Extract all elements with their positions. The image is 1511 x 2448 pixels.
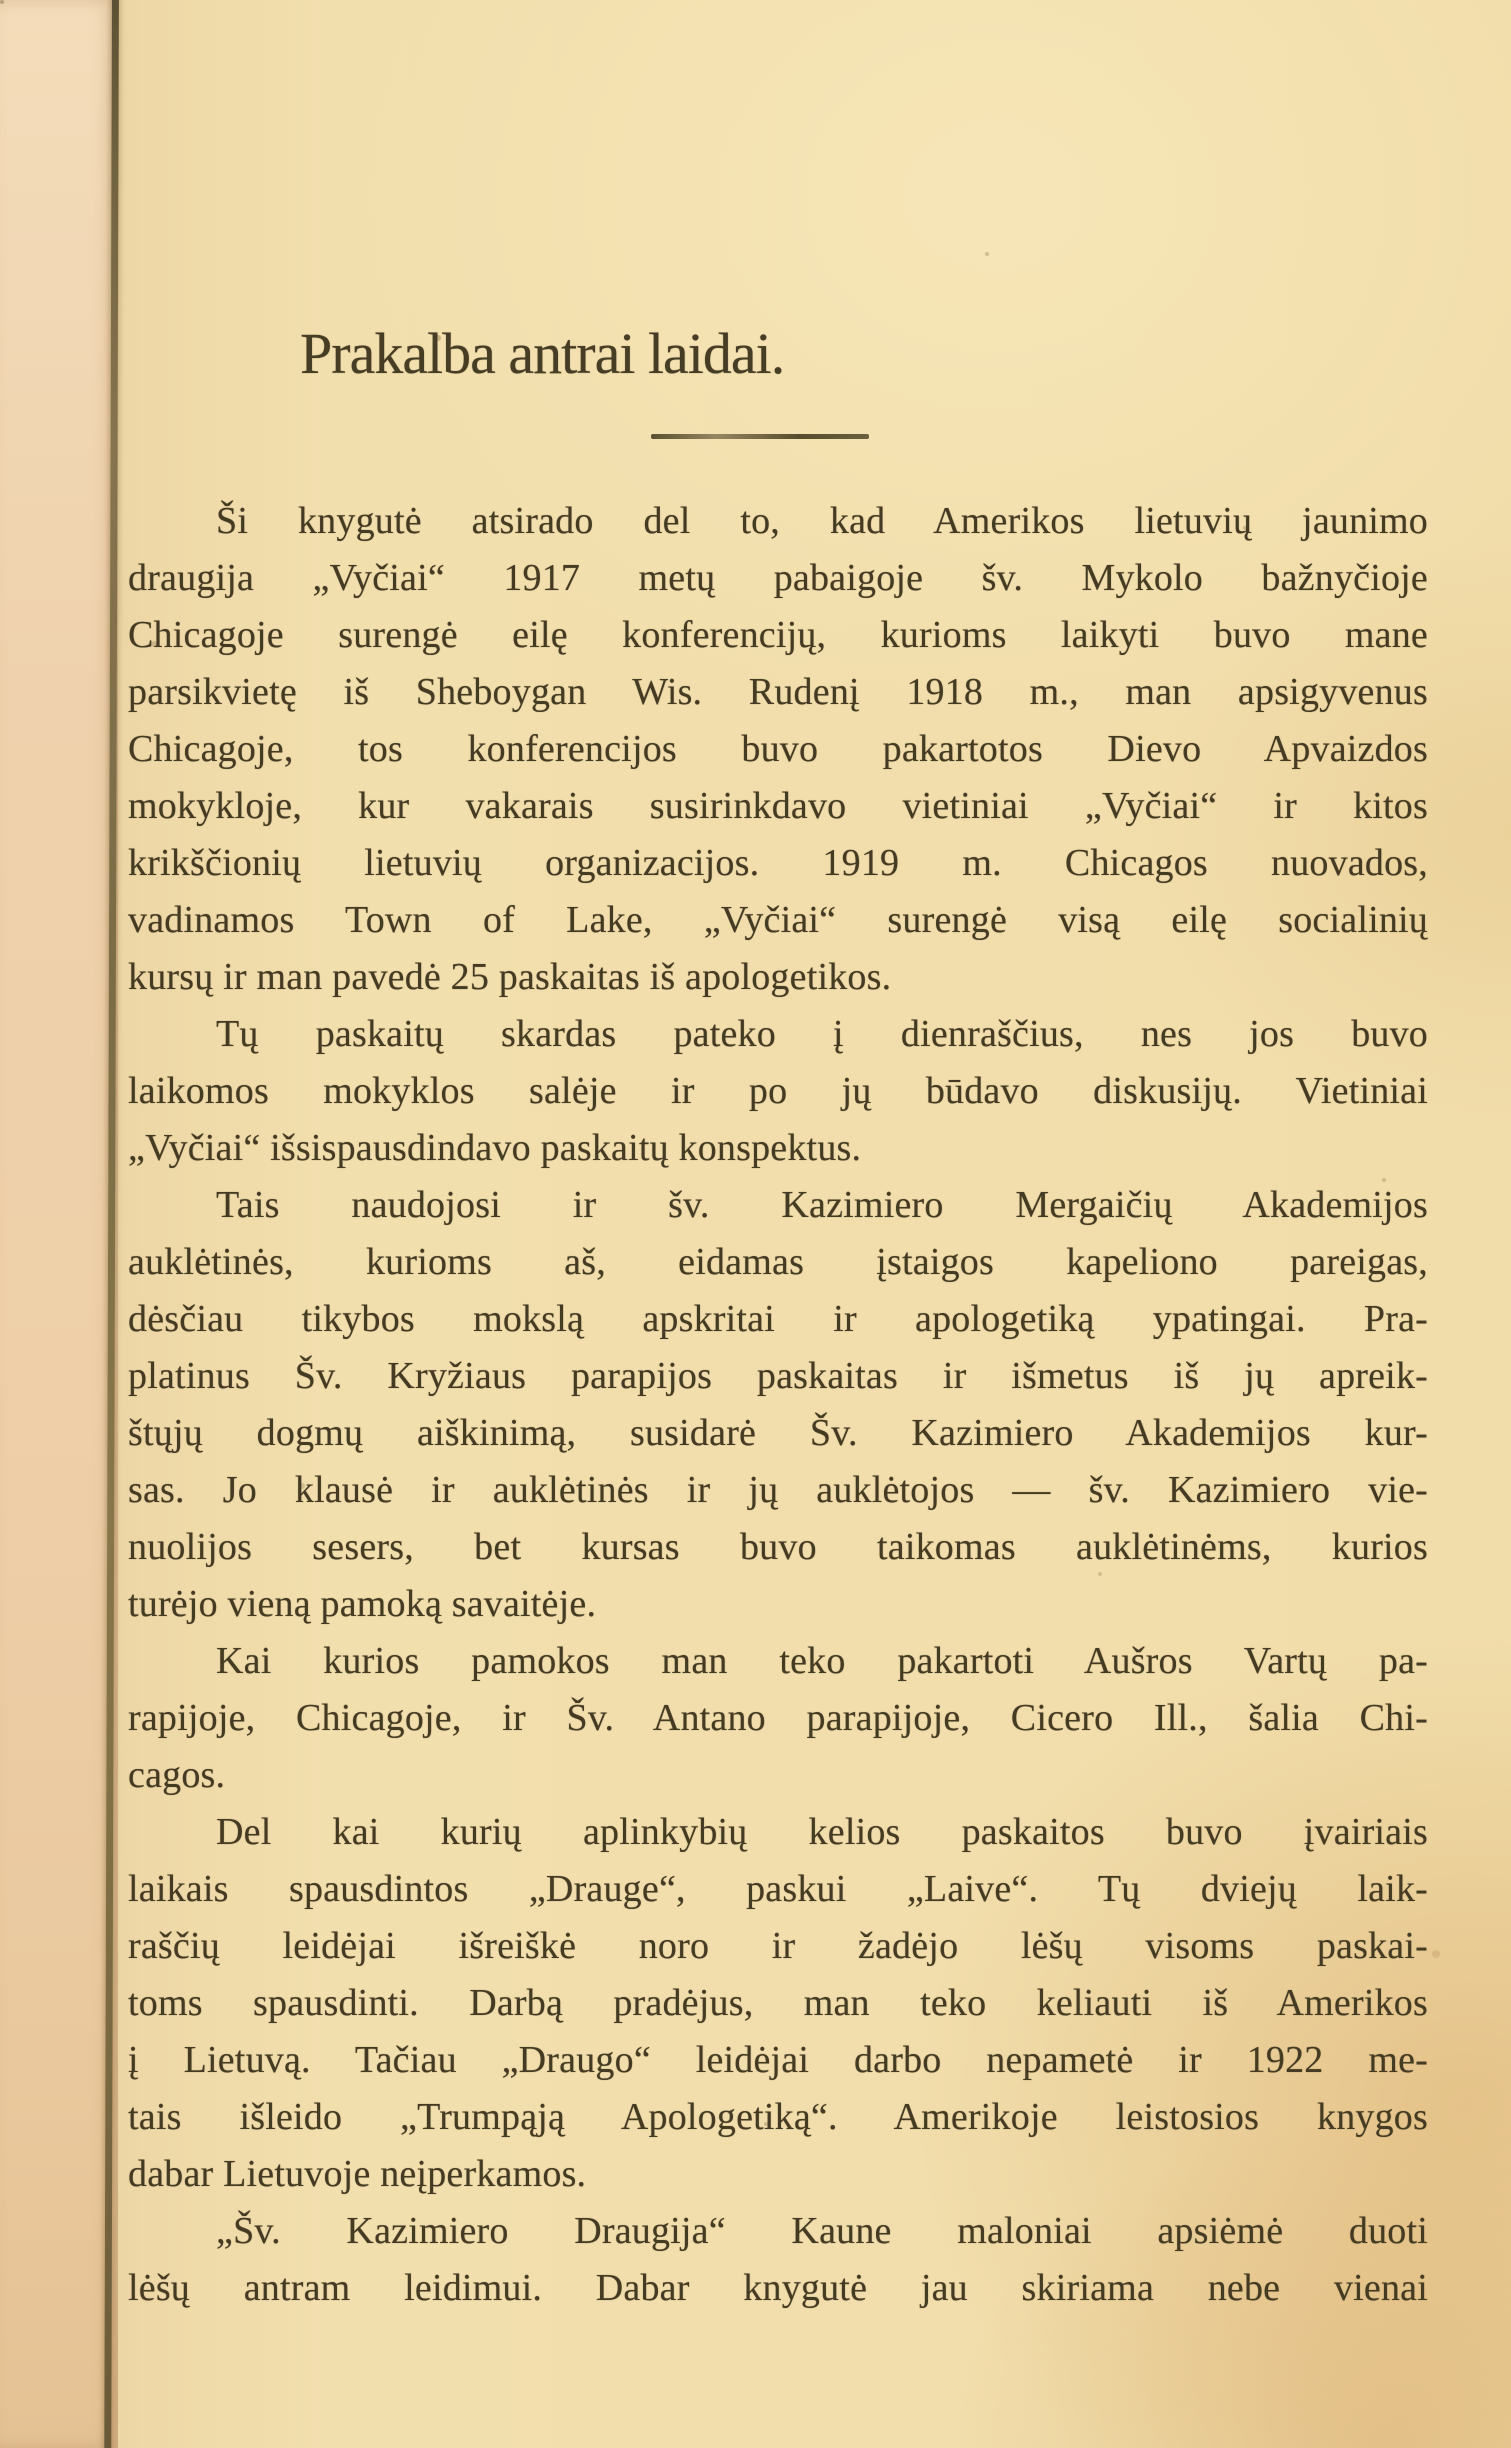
text-line: sas. Jo klausė ir auklėtinės ir jų auklėtojos — šv. Kazimiero vie- (128, 1469, 1428, 1511)
text-line: į Lietuvą. Tačiau „Draugo“ leidėjai darbo nepametė ir 1922 me- (128, 2039, 1428, 2081)
paper-specks (0, 0, 4, 4)
text-line: laikais spausdintos „Drauge“, paskui „Laive“. Tų dviejų laik- (128, 1868, 1428, 1910)
text-line: kursų ir man pavedė 25 paskaitas iš apologetikos. (128, 956, 892, 998)
text-line: platinus Šv. Kryžiaus parapijos paskaitas ir išmetus iš jų apreik- (128, 1355, 1428, 1397)
text-line: štųjų dogmų aiškinimą, susidarė Šv. Kazimiero Akademijos kur- (128, 1412, 1428, 1454)
text-line: „Vyčiai“ išsispausdindavo paskaitų konspektus. (128, 1127, 862, 1169)
text-line: vadinamos Town of Lake, „Vyčiai“ surengė visą eilę socialinių (128, 899, 1428, 941)
text-line: krikščionių lietuvių organizacijos. 1919 m. Chicagos nuovados, (128, 842, 1428, 884)
text-line: dabar Lietuvoje neįperkamos. (128, 2153, 587, 2195)
text-line: lėšų antram leidimui. Dabar knygutė jau skiriama nebe vienai (128, 2267, 1428, 2309)
text-line: Kai kurios pamokos man teko pakartoti Aušros Vartų pa- (216, 1640, 1428, 1682)
text-line: rapijoje, Chicagoje, ir Šv. Antano parapijoje, Cicero Ill., šalia Chi- (128, 1697, 1428, 1739)
text-line: laikomos mokyklos salėje ir po jų būdavo diskusijų. Vietiniai (128, 1070, 1428, 1112)
text-line: toms spausdinti. Darbą pradėjus, man teko keliauti iš Amerikos (128, 1982, 1428, 2024)
text-line: Chicagoje, tos konferencijos buvo pakartotos Dievo Apvaizdos (128, 728, 1428, 770)
text-line: mokykloje, kur vakarais susirinkdavo vietiniai „Vyčiai“ ir kitos (128, 785, 1428, 827)
text-line: Del kai kurių aplinkybių kelios paskaitos buvo įvairiais (216, 1811, 1428, 1853)
text-line: draugija „Vyčiai“ 1917 metų pabaigoje šv. Mykolo bažnyčioje (128, 557, 1428, 599)
title-rule (651, 434, 869, 439)
text-line: Tais naudojosi ir šv. Kazimiero Mergaičių Akademijos (216, 1184, 1428, 1226)
text-line: „Šv. Kazimiero Draugija“ Kaune maloniai apsiėmė duoti (216, 2210, 1428, 2252)
page-title: Prakalba antrai laidai. (300, 321, 785, 386)
text-line: Ši knygutė atsirado del to, kad Amerikos lietuvių jaunimo (216, 500, 1428, 542)
text-line: Tų paskaitų skardas pateko į dienraščius, nes jos buvo (216, 1013, 1428, 1055)
page-edge-strip (0, 0, 118, 2448)
text-line: Chicagoje surengė eilę konferencijų, kurioms laikyti buvo mane (128, 614, 1428, 656)
text-line: auklėtinės, kurioms aš, eidamas įstaigos kapeliono pareigas, (128, 1241, 1428, 1283)
text-line: dėsčiau tikybos mokslą apskritai ir apologetiką ypatingai. Pra- (128, 1298, 1428, 1340)
text-line: parsikvietę iš Sheboygan Wis. Rudenį 1918 m., man apsigyvenus (128, 671, 1428, 713)
page-content (128, 0, 1428, 2317)
text-line: turėjo vieną pamoką savaitėje. (128, 1583, 597, 1625)
text-line: cagos. (128, 1754, 226, 1796)
text-block (128, 493, 1428, 2317)
text-line: tais išleido „Trumpąją Apologetiką“. Amerikoje leistosios knygos (128, 2096, 1428, 2138)
text-line: nuolijos sesers, bet kursas buvo taikomas auklėtinėms, kurios (128, 1526, 1428, 1568)
text-line: raščių leidėjai išreiškė noro ir žadėjo lėšų visoms paskai- (128, 1925, 1428, 1967)
